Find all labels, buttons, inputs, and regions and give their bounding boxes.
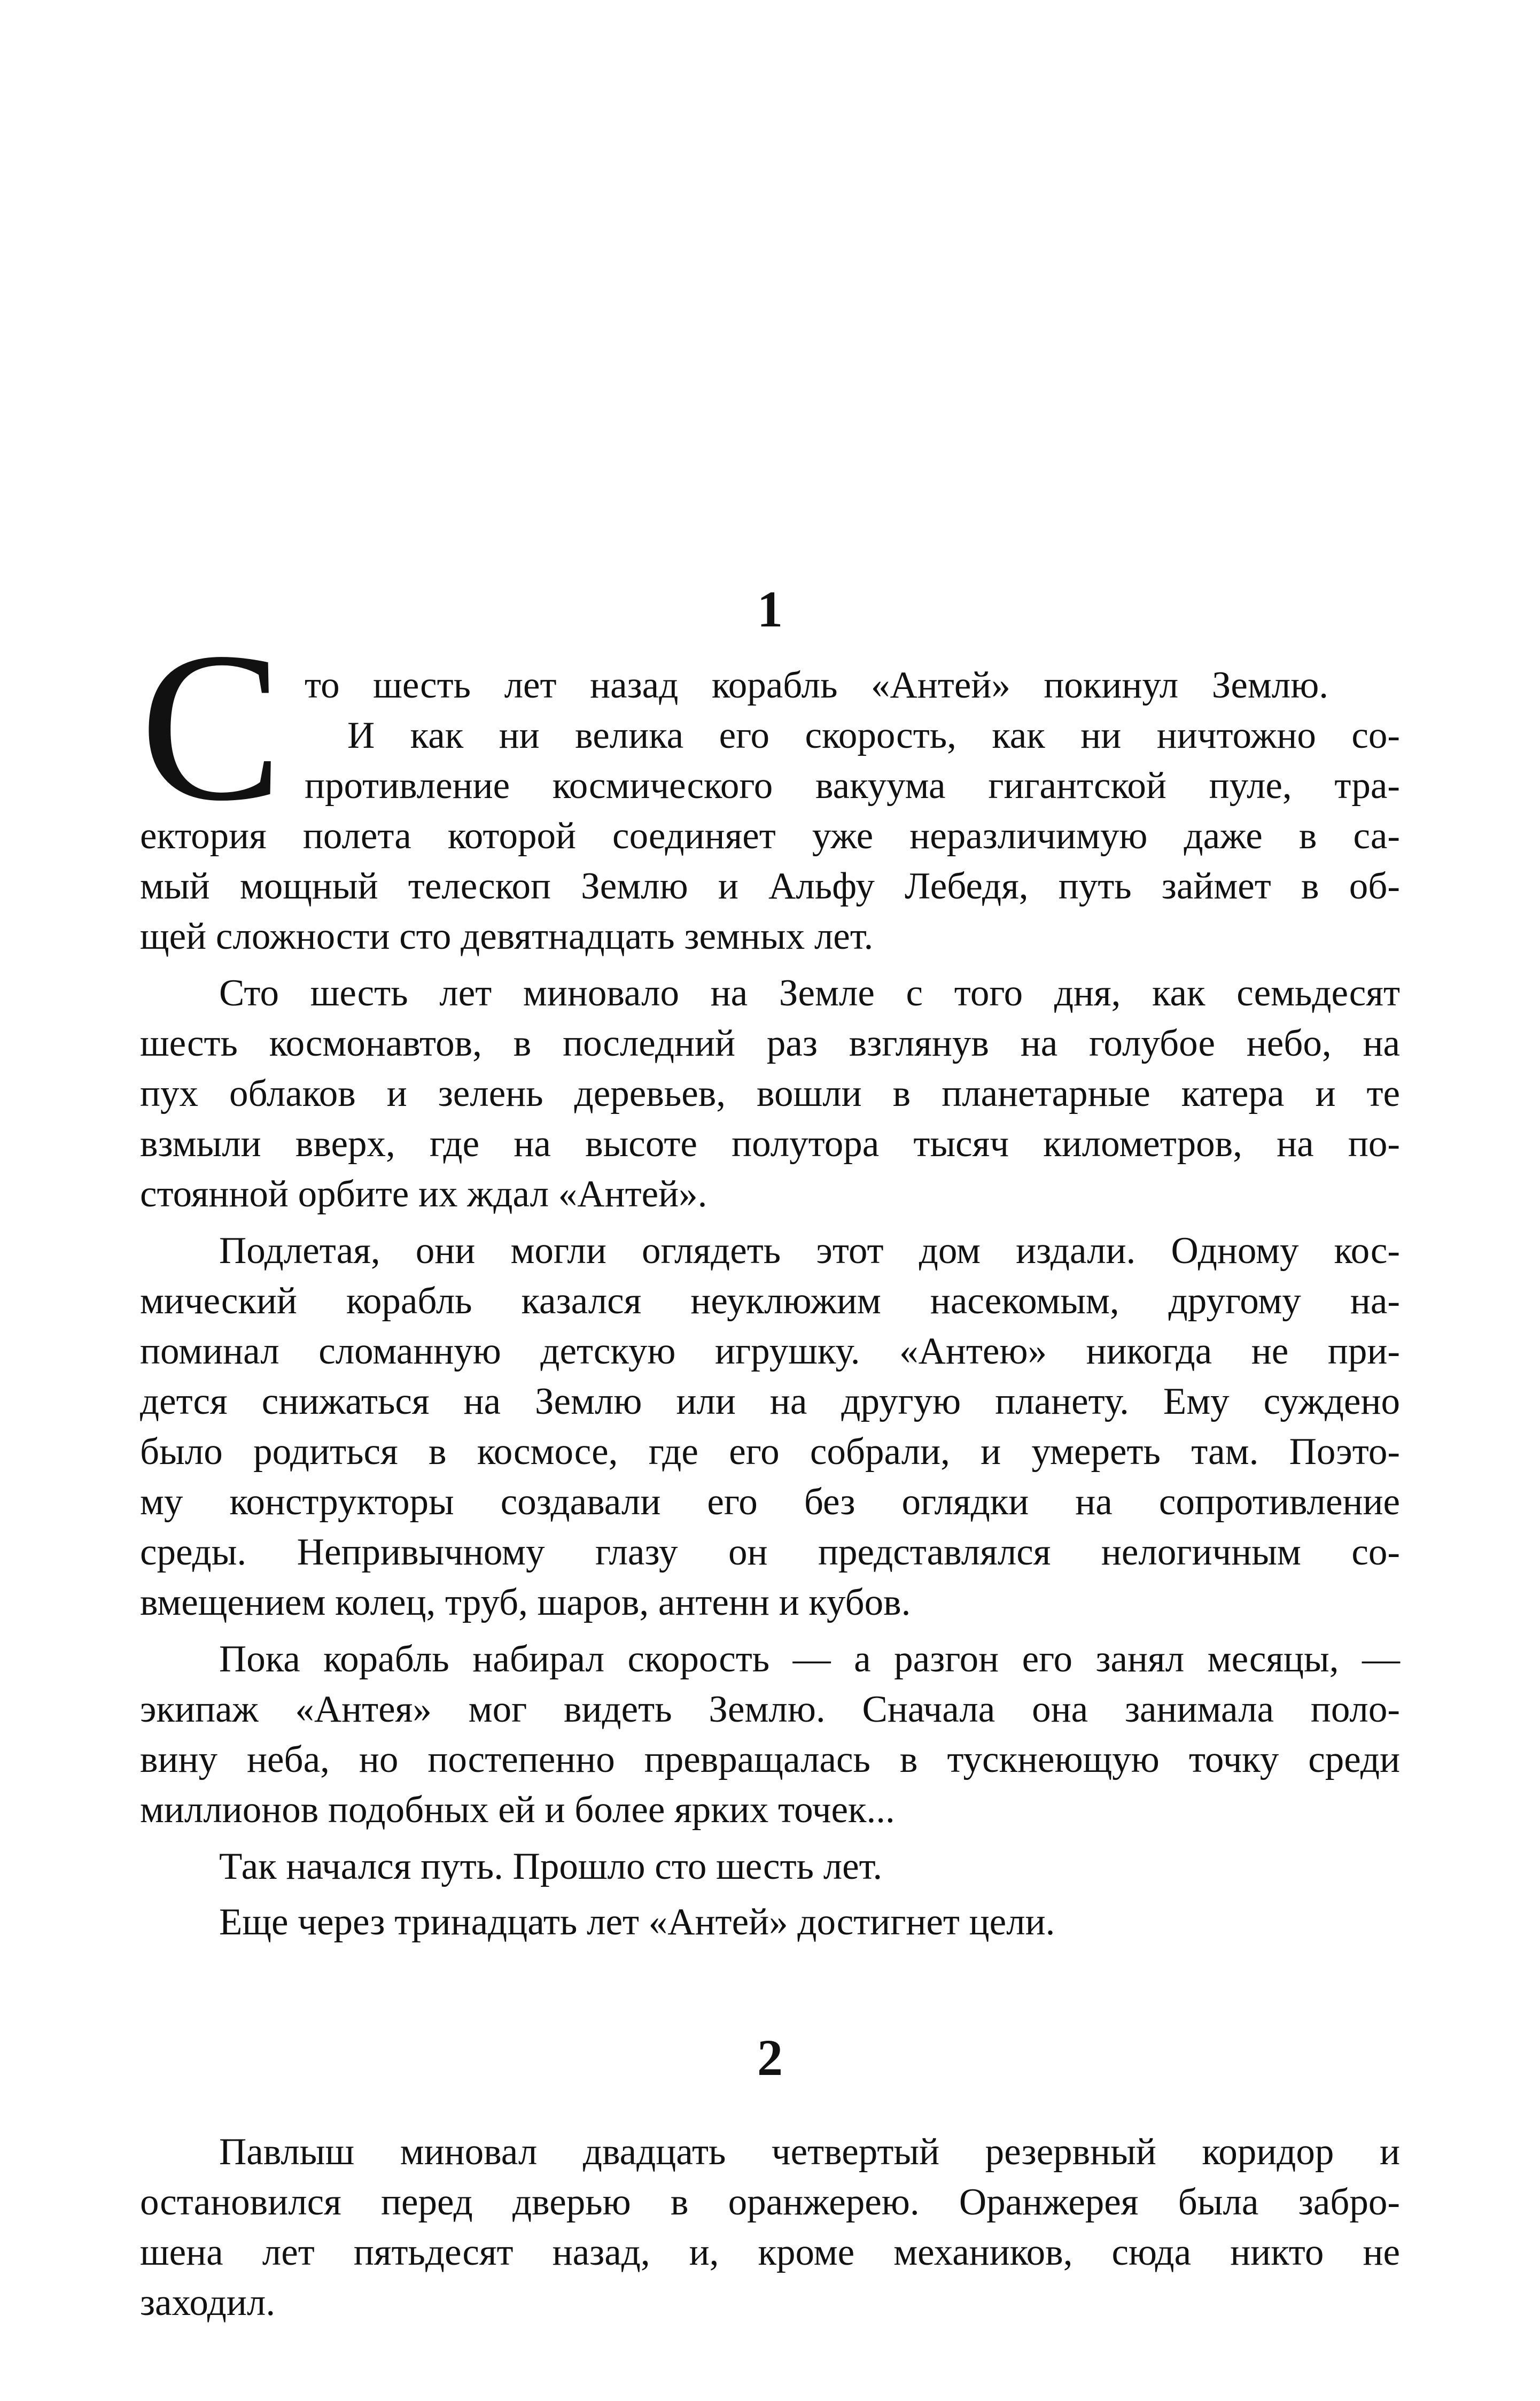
text-line: противление космического вакуума гигантской пуле, тра-: [305, 765, 1400, 807]
text-line: Павлыш миновал двадцать четвертый резервный коридор и: [219, 2131, 1400, 2173]
text-line: Пока корабль набирал скорость — а разгон его занял месяцы, —: [219, 1638, 1400, 1680]
text-line: шесть космонавтов, в последний раз взглянув на голубое небо, на: [140, 1023, 1400, 1064]
text-line: шена лет пятьдесят назад, и, кроме механиков, сюда никто не: [140, 2232, 1400, 2273]
text-line: Еще через тринадцать лет «Антей» достигнет цели.: [219, 1901, 1055, 1943]
text-line: мический корабль казался неуклюжим насекомым, другому на-: [140, 1280, 1400, 1322]
text-line: среды. Непривычному глазу он представлялся нелогичным со-: [140, 1531, 1400, 1573]
text-line: миллионов подобных ей и более ярких точек...: [140, 1789, 895, 1831]
text-line: пух облаков и зелень деревьев, вошли в планетарные катера и те: [140, 1073, 1400, 1114]
text-line: экипаж «Антея» мог видеть Землю. Сначала она занимала поло-: [140, 1689, 1400, 1730]
text-line: Подлетая, они могли оглядеть этот дом издали. Одному кос-: [219, 1230, 1400, 1272]
text-line: то шесть лет назад корабль «Антей» покинул Землю.: [305, 664, 1328, 706]
text-line: заходил.: [140, 2282, 276, 2323]
drop-cap: С: [140, 608, 283, 845]
chapter-number: 1: [757, 580, 783, 638]
text-line: поминал сломанную детскую игрушку. «Антею» никогда не при-: [140, 1330, 1400, 1372]
text-line: остановился перед дверью в оранжерею. Оранжерея была забро-: [140, 2181, 1400, 2223]
text-line: дется снижаться на Землю или на другую планету. Ему суждено: [140, 1381, 1400, 1422]
text-line: стоянной орбите их ждал «Антей».: [140, 1173, 707, 1215]
text-line: мый мощный телескоп Землю и Альфу Лебедя, путь займет в об-: [140, 865, 1400, 907]
text-line: было родиться в космосе, где его собрали, и умереть там. Поэто-: [140, 1431, 1400, 1473]
text-line: вину неба, но постепенно превращалась в тускнеющую точку среди: [140, 1739, 1400, 1780]
text-line: взмыли вверх, где на высоте полутора тысяч километров, на по-: [140, 1123, 1400, 1165]
text-line: И как ни велика его скорость, как ни ничтожно со-: [347, 715, 1400, 756]
text-line: Так начался путь. Прошло сто шесть лет.: [219, 1846, 883, 1887]
text-line: щей сложности сто девятнадцать земных лет.: [140, 916, 874, 957]
text-line: Сто шесть лет миновало на Земле с того дня, как семьдесят: [219, 972, 1400, 1014]
text-line: вмещением колец, труб, шаров, антенн и кубов.: [140, 1582, 911, 1623]
chapter-number: 2: [757, 2029, 783, 2086]
text-line: ектория полета которой соединяет уже неразличимую даже в са-: [140, 815, 1400, 857]
text-line: му конструкторы создавали его без оглядки на сопротивление: [140, 1481, 1400, 1523]
